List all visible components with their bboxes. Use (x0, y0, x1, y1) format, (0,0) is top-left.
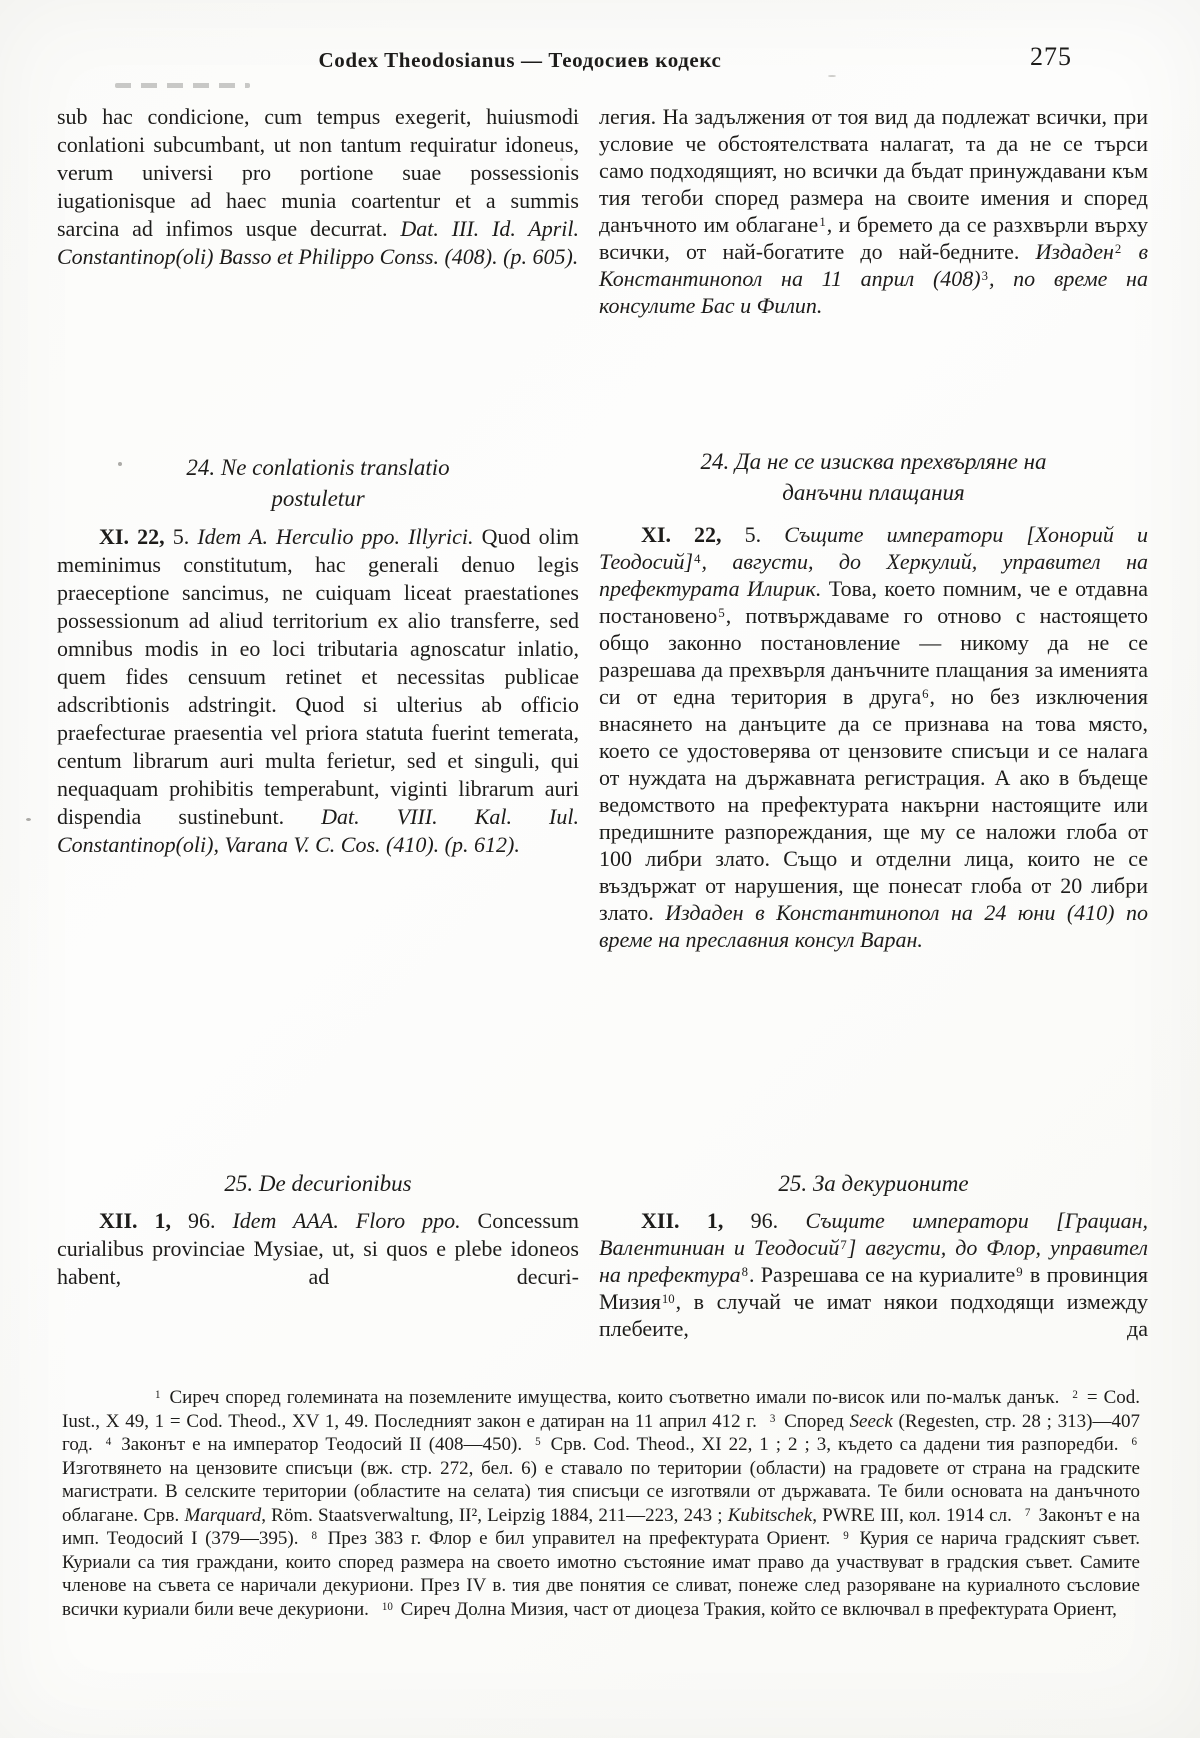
bulgarian-inscription: , августи, до Херкулий, управител на префектурата Илирик. (599, 549, 1148, 601)
latin-dateline: Dat. III. Id. April. Constantinop(oli) Basso et Philippo Conss. (408). (p. 605). (57, 216, 579, 269)
bulgarian-text: , и бремето да се разхвърли върху всички, от най-богатите до най-бедните. (599, 212, 1149, 264)
latin-text: 5. (164, 524, 198, 549)
footnote-text-10: Сиреч Долна Мизия, част от диоцеза Тракия, който се включвал в префектурата Ориент, (395, 1598, 1117, 1620)
scan-artifact-smudge (115, 83, 250, 88)
bulgarian-section-24-heading (599, 446, 1148, 508)
latin-section-25-heading (57, 1168, 579, 1199)
latin-continuation-paragraph (57, 103, 579, 271)
footnote-author-seeck: Seeck (849, 1410, 893, 1432)
footnote-reference-10: 10 (661, 1292, 675, 1307)
bulgarian-text: . Разрешава се на куриалите (749, 1262, 1016, 1287)
bulgarian-inscription: Същите императори [Грациан, Валентиниан и Теодосий (599, 1208, 1148, 1260)
latin-inscription: Idem AAA. Floro ppo. (232, 1208, 461, 1233)
latin-section-25-heading-line1: 25. De decurionibus (224, 1171, 412, 1196)
footnote-author-marquard: Marquard (184, 1504, 262, 1526)
footnote-author-kubitschek: Kubitschek (727, 1504, 813, 1526)
footnote-text-7: Законът е на имп. Теодосий I (379—395). (62, 1504, 1140, 1549)
bulgarian-continuation-paragraph (599, 103, 1148, 319)
running-head-title: Codex Theodosianus — Теодосиев кодекс (318, 48, 722, 72)
footnotes-block (62, 1386, 1140, 1621)
footnote-text-2: = Cod. Iust., X 49, 1 = Cod. Theod., XV 1, 49. Последният закон е датиран на 11 април 412 г. (62, 1387, 1141, 1432)
latin-inscription: Idem A. Herculio ppo. Illyrici. (197, 524, 474, 549)
bulgarian-section-24-heading-line2: данъчни плащания (782, 480, 965, 505)
bulgarian-text: 96. (723, 1208, 806, 1233)
bulgarian-section-25-heading (599, 1168, 1148, 1199)
footnote-text-4: Законът е на император Теодосий II (408—450). (114, 1434, 523, 1455)
footnote-reference-5: 5 (718, 606, 725, 621)
footnote-text-8: През 383 г. Флор е бил управител на префектурата Ориент. (319, 1528, 831, 1549)
footnote-marker-9: 9 (843, 1530, 849, 1543)
bulgarian-dateline: в Константинопол на 11 април (408) (599, 239, 1148, 291)
law-citation-bold: XI. 22, (641, 522, 722, 547)
bulgarian-dateline: Издаден (1035, 239, 1114, 264)
bulgarian-section-24-heading-line1: 24. Да не се изисква прехвърляне на (700, 449, 1047, 474)
bulgarian-text: легия. На задължения от тоя вид да подлежат всички, при условие че обстоятелствата налагат, та да не се търси само подходящият, но всички да бъдат принуждавани към тия тегоби според размера на своите имения и според данъчното им облагане (599, 104, 1148, 237)
footnote-text-9: Курия се нарича градският съвет. Куриали са тия граждани, които според размера на своето имотно състояние имат право да участвуват в градския съвет. Самите членове на съвета се наричали декуриони. През IV в. тия две понятия се сливат, понеже след разоряване на куриалното съсловие всички куриали били вече декуриони. (62, 1528, 1140, 1620)
latin-section-24-heading (57, 452, 579, 514)
bulgarian-law-xii-1-96-paragraph (599, 1207, 1148, 1342)
latin-text: Quod olim meminimus constitutum, hac generali denuo legis praeceptione sancimus, ne cuiquam liceat praestationes possessionum ad aliud territorium ex alio transferre, sed omnibus modis in eo loci tributaria agnoscatur inlatio, quem fides censuum retinet et necessitas publicae adscribtionis adstringit. Quod si ulterius ab officio praefecturae praesentia vel priora statuta fuerint temerata, centum librarum auri multa ferietur, sed et singuli, qui nequaquam prohibitis temperabunt, viginti librarum auri dispendia sustinebunt. (57, 524, 580, 829)
footnote-text-3: Според (778, 1410, 850, 1432)
law-citation-bold: XII. 1, (99, 1208, 171, 1233)
footnote-reference-9: 9 (1016, 1265, 1023, 1280)
page-number: 275 (1030, 42, 1072, 71)
law-citation-bold: XII. 1, (641, 1208, 724, 1233)
bulgarian-inscription: ] августи, до Флор, управител на префектура (599, 1235, 1148, 1287)
footnote-reference-2: 2 (1114, 242, 1122, 257)
latin-dateline: Dat. VIII. Kal. Iul. Constantinop(oli), Varana V. C. Cos. (410). (p. 612). (57, 804, 579, 857)
footnote-reference-3: 3 (981, 269, 988, 284)
footnote-marker-6: 6 (1131, 1436, 1137, 1449)
bulgarian-inscription: Същите императори [Хонорий и Теодосий] (599, 522, 1148, 574)
footnote-reference-7: 7 (840, 1238, 847, 1253)
law-citation-bold: XI. 22, (99, 524, 165, 549)
footnote-marker-8: 8 (311, 1530, 317, 1543)
footnote-text-1: Сиреч според големината на поземлените имущества, които съответно имали по-висок или по-малък данък. (163, 1387, 1060, 1408)
footnote-reference-6: 6 (922, 687, 929, 702)
bulgarian-text: 5. (721, 522, 785, 547)
latin-text: Concessum curialibus provinciae Mysiae, ut, si quos e plebe idoneos habent, ad decuri- (57, 1208, 579, 1289)
scan-artifact-speck (828, 75, 836, 77)
bulgarian-section-25-heading-line1: 25. За декурионите (778, 1171, 969, 1196)
bulgarian-text: , но без изключения внасянето на данъците да се признава на това място, което се удостоверява от цензовите списъци и се налага от нуждата на държавната регистрация. А ако в бъдеще ведомството на префектурата накърни настоящите или предишните разпореждания, ще му се наложи глоба от 100 либри злато. Също и отделни лица, които не се въздържат от нарушения, ще понесат глоба от 20 либри злато. (599, 684, 1148, 925)
footnote-marker-10: 10 (381, 1600, 393, 1613)
scan-artifact-speck (26, 818, 31, 821)
footnote-reference-1: 1 (819, 215, 826, 230)
latin-law-xi-22-5-paragraph (57, 523, 579, 859)
latin-text: sub hac condicione, cum tempus exegerit, huiusmodi conlationi subcumbant, ut non tantum requiratur idoneus, verum universi pro portione suae possessionis iugationisque ad haec munia coartentur et a summis sarcina ad infimos usque decurrat. (57, 104, 579, 241)
footnote-marker-1: 1 (155, 1389, 161, 1402)
latin-law-xii-1-96-paragraph (57, 1207, 579, 1291)
footnote-text-6b: , Röm. Staatsverwaltung, II², Leipzig 1884, 211—223, 243 ; (261, 1504, 728, 1526)
footnote-marker-5: 5 (535, 1436, 541, 1449)
footnote-text-3b: (Regesten, стр. 28 ; 313)—407 год. (62, 1410, 1140, 1455)
footnote-text-6c: , PWRE III, кол. 1914 сл. (812, 1504, 1012, 1526)
bulgarian-text: , потвърждаваме го отново с настоящето общо законно постановление — никому да не се разрешава да прехвърля данъчните плащания за именията си от една територия в друга (599, 603, 1148, 709)
footnote-reference-4: 4 (694, 552, 701, 567)
footnote-marker-3: 3 (769, 1412, 776, 1425)
bulgarian-text: Това, което помним, че е отдавна постановено (599, 576, 1148, 628)
footnote-text-5: Срв. Cod. Theod., XI 22, 1 ; 2 ; 3, където са дадени тия разпоредби. (543, 1434, 1119, 1455)
latin-text: 96. (171, 1208, 233, 1233)
footnote-marker-4: 4 (105, 1436, 112, 1449)
latin-section-24-heading-line1: 24. Ne conlationis translatio (186, 455, 450, 480)
latin-section-24-heading-line2: postuletur (271, 486, 365, 511)
bulgarian-law-xi-22-5-paragraph (599, 521, 1148, 953)
footnote-reference-8: 8 (741, 1265, 748, 1280)
footnote-marker-7: 7 (1024, 1506, 1031, 1519)
footnote-text-6: Изготвянето на цензовите списъци (вж. стр. 272, бел. 6) е ставало по територии (области) на градовете от страна на градските магистрати. В селските територии (областите на селата) тия списъци се изготвяли от държавата. Те били основата на данъчното облагане. Срв. (62, 1457, 1140, 1526)
bulgarian-text: , в случай че имат някои подходящи измежду плебеите, да (599, 1289, 1148, 1341)
footnote-marker-2: 2 (1072, 1389, 1078, 1402)
bulgarian-text: в провинция Мизия (599, 1262, 1148, 1314)
bulgarian-dateline: Издаден в Константинопол на 24 юни (410) по време на преславния консул Варан. (599, 900, 1148, 952)
bulgarian-dateline: , по време на консулите Бас и Филип. (599, 266, 1148, 318)
